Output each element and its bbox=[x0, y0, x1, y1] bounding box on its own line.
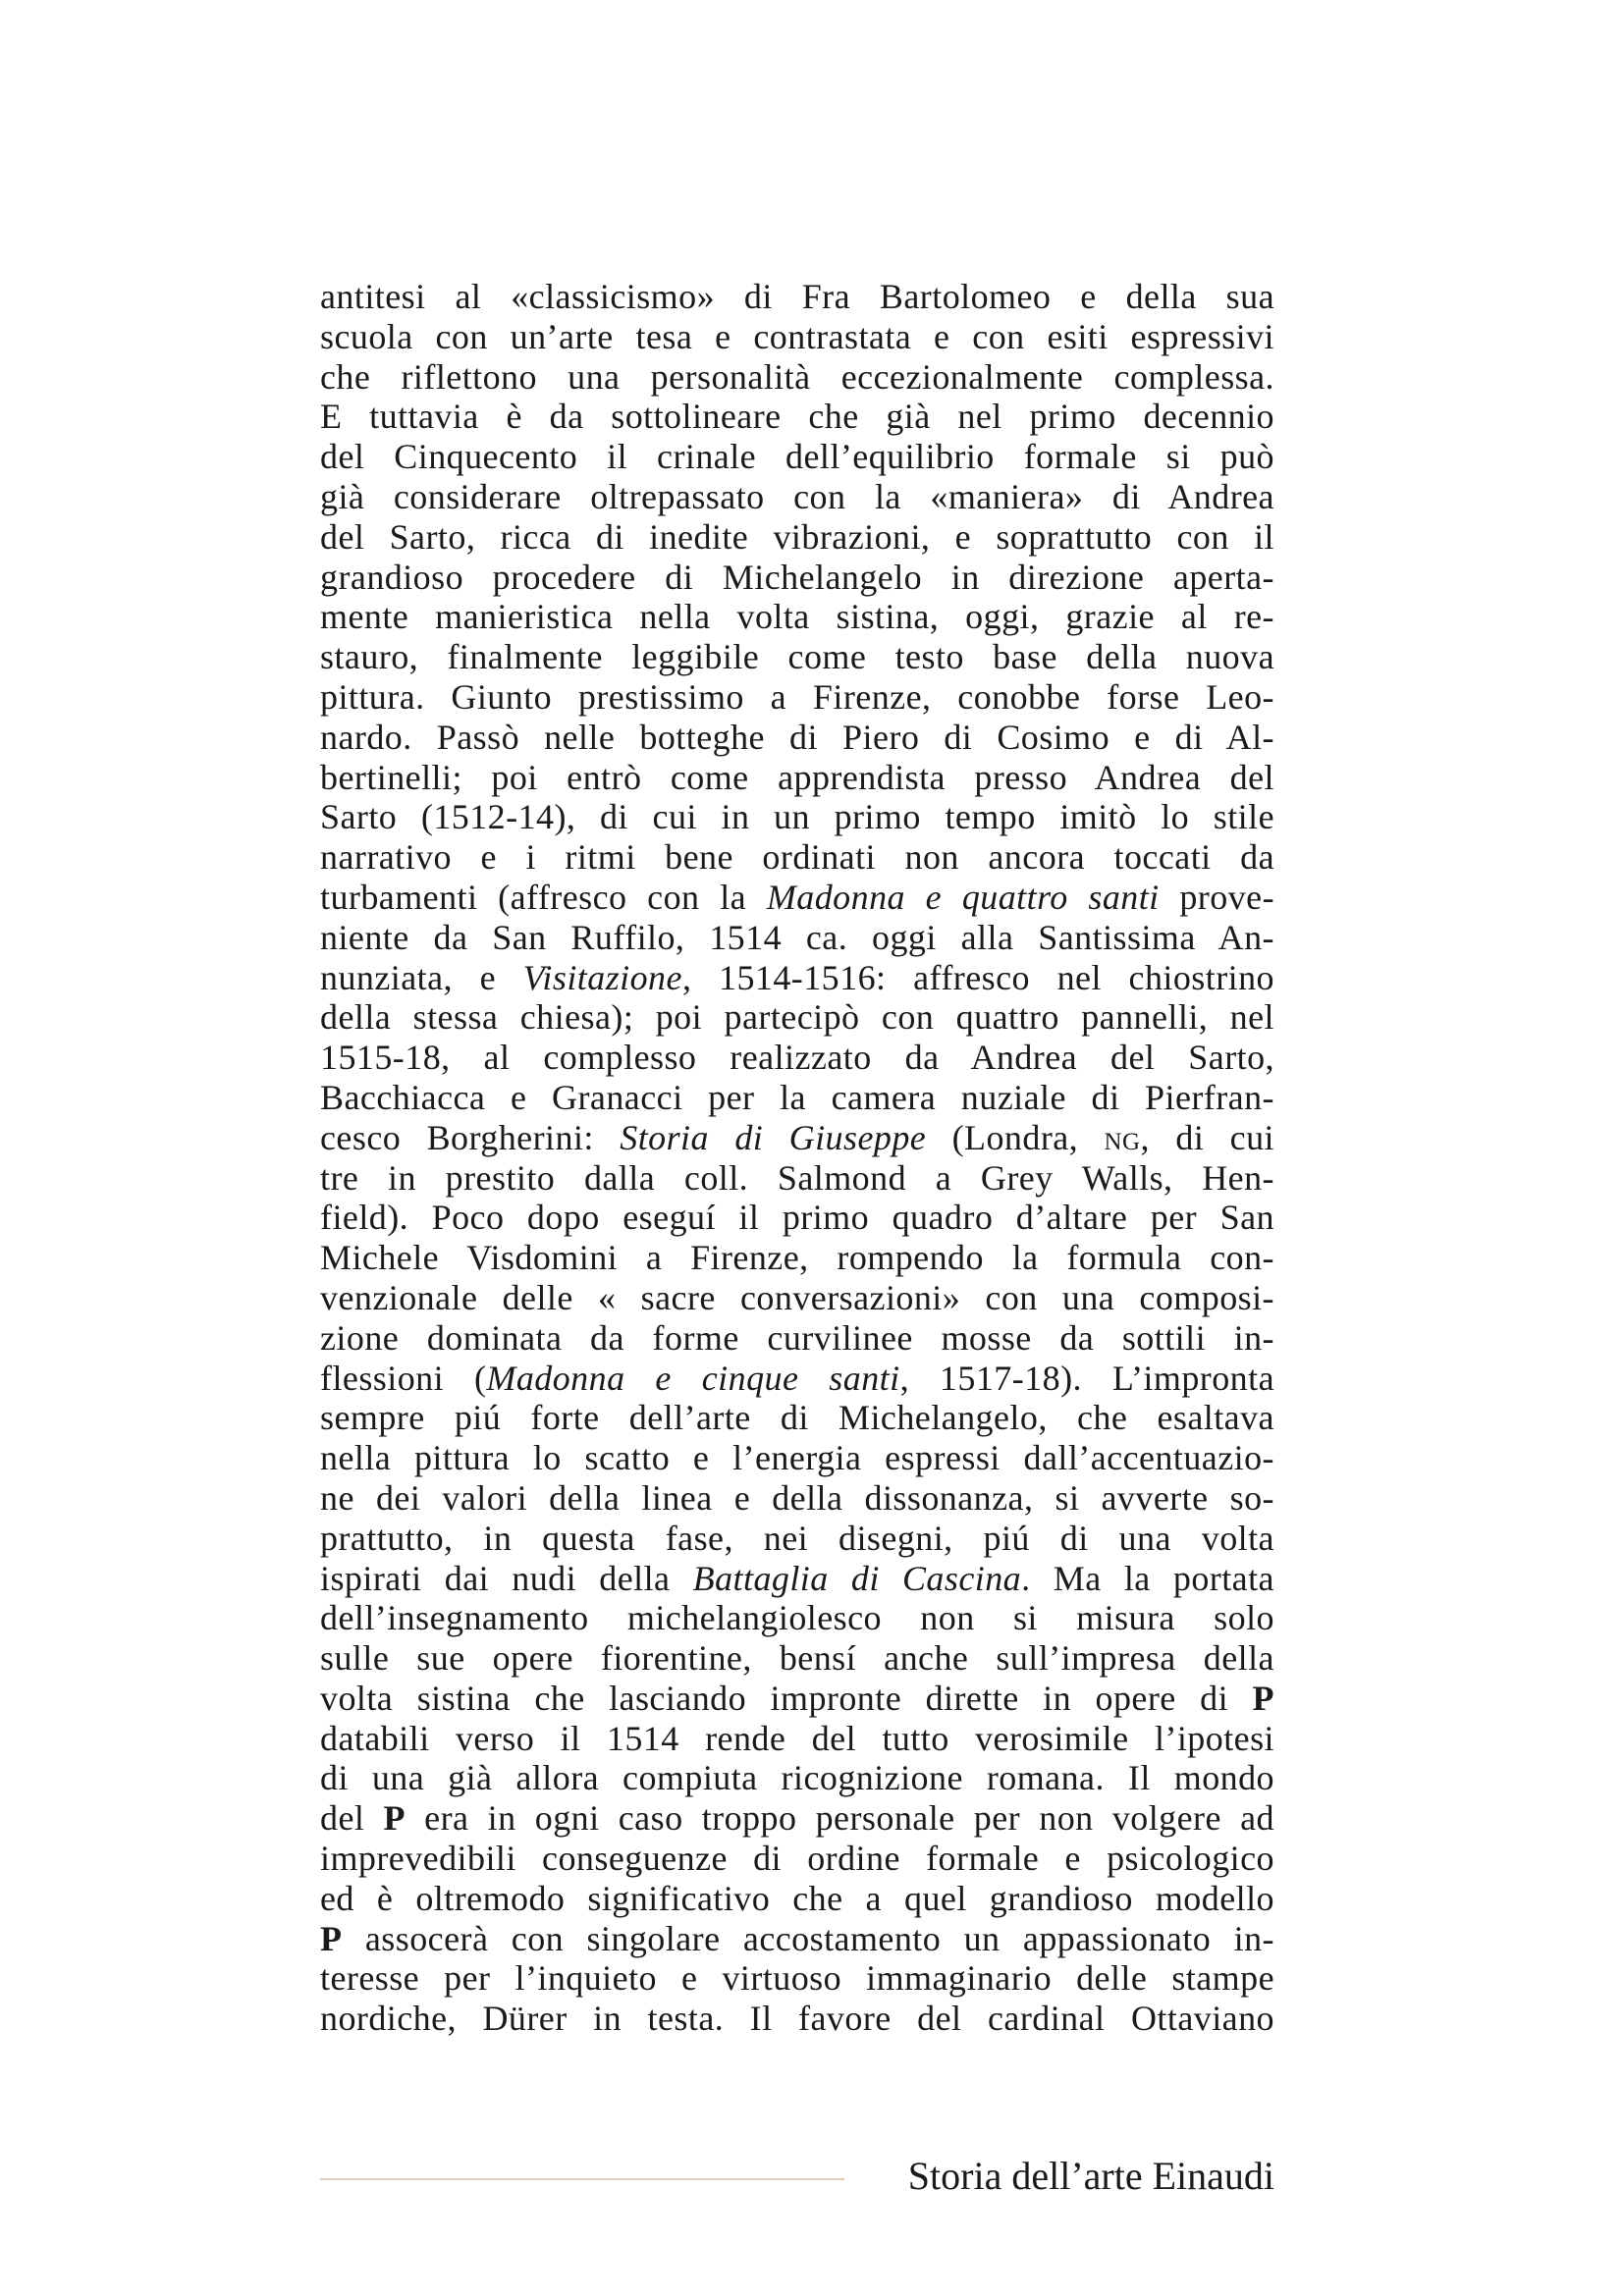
line-text: nella pittura lo scatto e l’energia espressi dall’accentuazio- bbox=[320, 1438, 1274, 1478]
line-text: flessioni ( bbox=[320, 1358, 487, 1398]
line-text: field). Poco dopo eseguí il primo quadro d’altare per San bbox=[320, 1198, 1274, 1238]
text-line bbox=[320, 1158, 1274, 1199]
line-text: (Londra, bbox=[926, 1117, 1105, 1157]
text-line bbox=[320, 677, 1274, 718]
line-text: era in ogni caso troppo personale per non volgere ad bbox=[405, 1798, 1274, 1839]
line-text: databili verso il 1514 rende del tutto verosimile l’ipotesi bbox=[320, 1718, 1274, 1758]
line-text: già considerare oltrepassato con la «maniera» di Andrea bbox=[320, 476, 1274, 516]
line-text: nardo. Passò nelle botteghe di Piero di Cosimo e di Al- bbox=[320, 717, 1274, 757]
footer-title: Storia dell’arte Einaudi bbox=[907, 2154, 1274, 2198]
line-text: , di cui bbox=[1140, 1117, 1274, 1157]
text-line bbox=[320, 878, 1274, 918]
line-text: teresse per l’inquieto e virtuoso immaginario delle stampe bbox=[320, 1958, 1274, 1999]
text-line bbox=[320, 1999, 1274, 2039]
italic-title: Madonna e cinque santi bbox=[486, 1358, 900, 1398]
italic-title: Storia di Giuseppe bbox=[620, 1117, 927, 1157]
line-text: sulle sue opere fiorentine, bensí anche sull’impresa della bbox=[320, 1638, 1274, 1679]
line-text: nunziata, e bbox=[320, 957, 523, 997]
text-line bbox=[320, 1958, 1274, 1999]
small-caps-abbrev: ng bbox=[1104, 1117, 1141, 1157]
line-text: narrativo e i ritmi bene ordinati non ancora toccati da bbox=[320, 837, 1274, 878]
line-text: ne dei valori della linea e della dissonanza, si avverte so- bbox=[320, 1477, 1274, 1518]
line-text: antitesi al «classicismo» di Fra Bartolomeo e della sua bbox=[320, 277, 1274, 316]
line-text: , 1514-1516: affresco nel chiostrino bbox=[681, 957, 1274, 997]
text-line bbox=[320, 1598, 1274, 1638]
line-text: ed è oltremodo significativo che a quel grandioso modello bbox=[320, 1878, 1274, 1918]
line-text: prove- bbox=[1159, 877, 1275, 917]
line-text: imprevedibili conseguenze di ordine formale e psicologico bbox=[320, 1839, 1274, 1879]
text-line bbox=[320, 1478, 1274, 1519]
line-text: prattutto, in questa fase, nei disegni, piú di una volta bbox=[320, 1518, 1274, 1558]
line-text: nordiche, Dürer in testa. Il favore del cardinal Ottaviano bbox=[320, 1999, 1274, 2039]
line-text: sempre piú forte dell’arte di Michelangelo, che esaltava bbox=[320, 1398, 1274, 1438]
text-line bbox=[320, 517, 1274, 558]
text-line bbox=[320, 1758, 1274, 1798]
line-text: mente manieristica nella volta sistina, oggi, grazie al re- bbox=[320, 597, 1274, 637]
text-line bbox=[320, 1798, 1274, 1839]
text-line bbox=[320, 1198, 1274, 1238]
text-line bbox=[320, 437, 1274, 477]
text-line bbox=[320, 837, 1274, 878]
line-text: del Sarto, ricca di inedite vibrazioni, e soprattutto con il bbox=[320, 516, 1274, 557]
footer-rule bbox=[320, 2178, 844, 2180]
italic-title: Battaglia di Cascina bbox=[692, 1558, 1022, 1598]
text-line bbox=[320, 797, 1274, 837]
text-line bbox=[320, 637, 1274, 677]
line-text: bertinelli; poi entrò come apprendista presso Andrea del bbox=[320, 757, 1274, 797]
line-text: volta sistina che lasciando impronte dirette in opere di bbox=[320, 1678, 1253, 1718]
text-line bbox=[320, 317, 1274, 357]
line-text: pittura. Giunto prestissimo a Firenze, conobbe forse Leo- bbox=[320, 676, 1274, 717]
text-line bbox=[320, 918, 1274, 958]
bold-initial: P bbox=[383, 1798, 406, 1839]
line-text: Michele Visdomini a Firenze, rompendo la formula con- bbox=[320, 1238, 1274, 1278]
line-text: turbamenti (affresco con la bbox=[320, 877, 767, 917]
bold-initial: P bbox=[1252, 1678, 1274, 1718]
line-text: Sarto (1512-14), di cui in un primo tempo imitò lo stile bbox=[320, 797, 1274, 837]
text-line bbox=[320, 1438, 1274, 1478]
text-line bbox=[320, 1638, 1274, 1679]
line-text: della stessa chiesa); poi partecipò con quattro pannelli, nel bbox=[320, 997, 1274, 1038]
line-text: niente da San Ruffilo, 1514 ca. oggi alla Santissima An- bbox=[320, 917, 1274, 957]
text-line bbox=[320, 1719, 1274, 1759]
line-text: . Ma la portata bbox=[1021, 1558, 1274, 1598]
text-line bbox=[320, 958, 1274, 998]
text-line bbox=[320, 597, 1274, 637]
line-text: zione dominata da forme curvilinee mosse da sottili in- bbox=[320, 1317, 1274, 1358]
line-text: tre in prestito dalla coll. Salmond a Grey Walls, Hen- bbox=[320, 1157, 1274, 1198]
text-line bbox=[320, 357, 1274, 398]
line-text: ispirati dai nudi della bbox=[320, 1558, 693, 1598]
line-text: 1515-18, al complesso realizzato da Andrea del Sarto, bbox=[320, 1038, 1274, 1078]
line-text: del bbox=[320, 1798, 384, 1839]
text-line bbox=[320, 1038, 1274, 1078]
text-line bbox=[320, 1679, 1274, 1719]
text-line bbox=[320, 1559, 1274, 1599]
text-line bbox=[320, 1919, 1274, 1959]
text-line bbox=[320, 1118, 1274, 1158]
text-line bbox=[320, 1359, 1274, 1399]
text-line bbox=[320, 1879, 1274, 1919]
line-text: di una già allora compiuta ricognizione romana. Il mondo bbox=[320, 1758, 1274, 1798]
text-line bbox=[320, 1519, 1274, 1559]
text-line bbox=[320, 1238, 1274, 1278]
italic-title: Visitazione bbox=[522, 957, 682, 997]
line-text: stauro, finalmente leggibile come testo base della nuova bbox=[320, 637, 1274, 677]
text-line bbox=[320, 1078, 1274, 1118]
text-line bbox=[320, 397, 1274, 437]
text-line bbox=[320, 277, 1274, 317]
text-line bbox=[320, 718, 1274, 758]
line-text: che riflettono una personalità eccezionalmente complessa. bbox=[320, 356, 1274, 397]
line-text: venzionale delle « sacre conversazioni» con una composi- bbox=[320, 1277, 1274, 1317]
text-line bbox=[320, 477, 1274, 517]
line-text: grandioso procedere di Michelangelo in direzione aperta- bbox=[320, 557, 1274, 597]
line-text: dell’insegnamento michelangiolesco non si misura solo bbox=[320, 1598, 1274, 1638]
text-line bbox=[320, 1839, 1274, 1879]
line-text: del Cinquecento il crinale dell’equilibrio formale si può bbox=[320, 437, 1274, 477]
bold-initial: P bbox=[320, 1918, 343, 1958]
line-text: cesco Borgherini: bbox=[320, 1117, 621, 1157]
text-line bbox=[320, 1398, 1274, 1438]
text-line bbox=[320, 1318, 1274, 1359]
body-text bbox=[320, 277, 1274, 2039]
line-text: scuola con un’arte tesa e contrastata e con esiti espressivi bbox=[320, 316, 1274, 356]
line-text: , 1517-18). L’impronta bbox=[899, 1358, 1274, 1398]
text-line bbox=[320, 558, 1274, 598]
text-line bbox=[320, 758, 1274, 798]
italic-title: Madonna e quattro santi bbox=[766, 877, 1160, 917]
text-line bbox=[320, 1278, 1274, 1318]
line-text: E tuttavia è da sottolineare che già nel primo decennio bbox=[320, 397, 1274, 437]
line-text: Bacchiacca e Granacci per la camera nuziale di Pierfran- bbox=[320, 1077, 1274, 1117]
line-text: assocerà con singolare accostamento un appassionato in- bbox=[342, 1918, 1274, 1958]
text-line bbox=[320, 997, 1274, 1038]
